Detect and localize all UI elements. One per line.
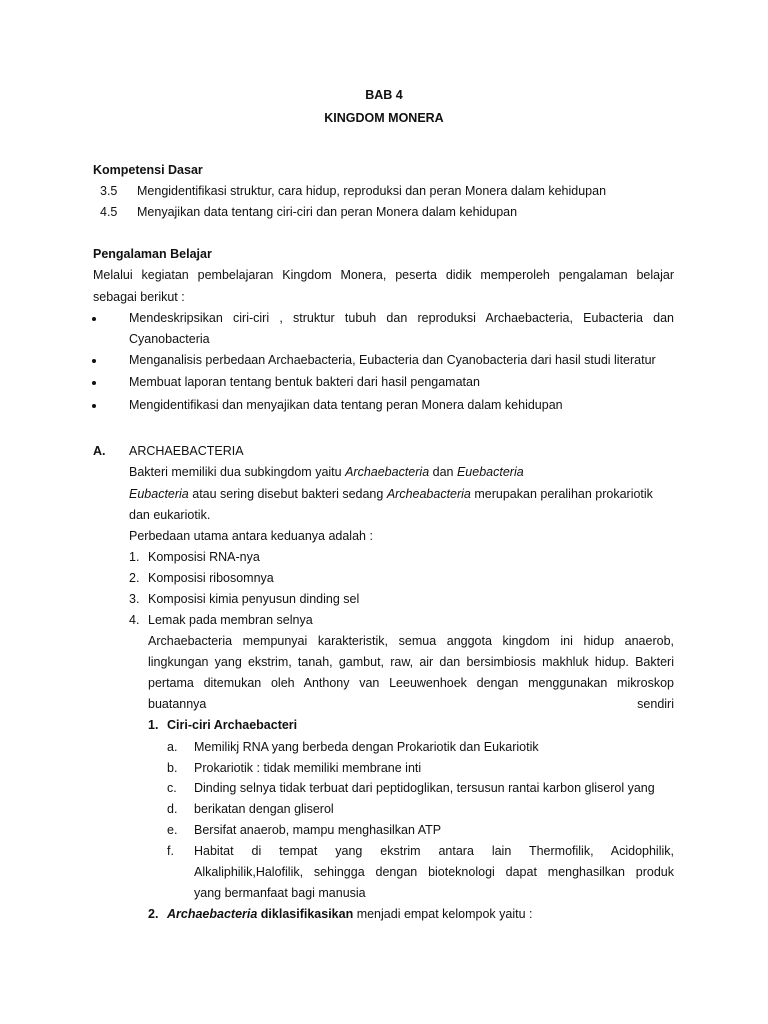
bullet-2: Menganalisis perbedaan Archaebacteria, Eubacteria dan Cyanobacteria dari hasil studi literatur: [129, 353, 656, 367]
ciri-title: Ciri-ciri Archaebacteri: [167, 718, 298, 732]
kompetensi-text-1: Mengidentifikasi struktur, cara hidup, reproduksi dan peran Monera dalam kehidupan: [137, 184, 607, 198]
numbered-num-1: 1.: [129, 550, 140, 564]
bullet-dot-icon: [92, 381, 96, 385]
section-a-paragraph-1: Bakteri memiliki dua subkingdom yaitu Archaebacteria dan Euebacteria: [129, 465, 524, 479]
numbered-num-4: 4.: [129, 613, 140, 627]
section-a-title: ARCHAEBACTERIA: [129, 444, 244, 458]
ciri-text-f-line-2: Alkaliphilik,Halofilik, sehingga dengan bioteknologi dapat menghasilkan produk: [194, 865, 674, 879]
page-title: KINGDOM MONERA: [324, 111, 444, 125]
klasifikasi-heading: Archaebacteria diklasifikasikan menjadi empat kelompok yaitu :: [167, 907, 533, 921]
numbered-num-3: 3.: [129, 592, 140, 606]
numbered-text-3: Komposisi kimia penyusun dinding sel: [148, 592, 360, 606]
section-a-letter: A.: [93, 444, 106, 458]
ciri-text-a: Memilikj RNA yang berbeda dengan Prokariotik dan Eukariotik: [194, 740, 539, 754]
kompetensi-num-1: 3.5: [100, 184, 118, 198]
numbered-text-4: Lemak pada membran selnya: [148, 613, 313, 627]
ciri-text-c: Dinding selnya tidak terbuat dari peptidoglikan, tersusun rantai karbon gliserol yang: [194, 781, 655, 795]
bullet-1-line-1: Mendeskripsikan ciri-ciri , struktur tubuh dan reproduksi Archaebacteria, Eubacteria dan: [129, 311, 674, 325]
numbered-text-2: Komposisi ribosomnya: [148, 571, 274, 585]
numbered-num-2: 2.: [129, 571, 140, 585]
archaebacteria-paragraph-line-1: Archaebacteria mempunyai karakteristik, semua anggota kingdom ini hidup anaerob,: [148, 634, 674, 648]
ciri-text-d: berikatan dengan gliserol: [194, 802, 334, 816]
ciri-letter-f: f.: [167, 844, 174, 858]
ciri-letter-a: a.: [167, 740, 178, 754]
klasifikasi-num: 2.: [148, 907, 159, 921]
archaebacteria-paragraph-line-3: pertama ditemukan oleh Anthony van Leeuwenhoek dengan menggunakan mikroskop: [148, 676, 674, 690]
pengalaman-intro-line-1: Melalui kegiatan pembelajaran Kingdom Monera, peserta didik memperoleh pengalaman belajar: [93, 268, 674, 282]
ciri-letter-d: d.: [167, 802, 178, 816]
bullet-3: Membuat laporan tentang bentuk bakteri dari hasil pengamatan: [129, 375, 480, 389]
archaebacteria-paragraph-line-2: lingkungan yang ekstrim, tanah, gambut, raw, air dan bersimbiosis makhluk hidup. Bakteri: [148, 655, 674, 669]
ciri-num: 1.: [148, 718, 159, 732]
pengalaman-heading: Pengalaman Belajar: [93, 247, 212, 261]
bullet-4: Mengidentifikasi dan menyajikan data tentang peran Monera dalam kehidupan: [129, 398, 563, 412]
ciri-text-f-line-3: yang bermanfaat bagi manusia: [194, 886, 366, 900]
ciri-text-e: Bersifat anaerob, mampu menghasilkan ATP: [194, 823, 442, 837]
section-a-paragraph-2-line-2: dan eukariotik.: [129, 508, 211, 522]
section-a-paragraph-3: Perbedaan utama antara keduanya adalah :: [129, 529, 373, 543]
bullet-dot-icon: [92, 317, 96, 321]
kompetensi-num-2: 4.5: [100, 205, 118, 219]
section-a-paragraph-2-line-1: Eubacteria atau sering disebut bakteri sedang Archeabacteria merupakan peralihan prokariotik: [129, 487, 653, 501]
chapter-label: BAB 4: [365, 88, 403, 102]
ciri-text-b: Prokariotik : tidak memiliki membrane inti: [194, 761, 422, 775]
numbered-text-1: Komposisi RNA-nya: [148, 550, 260, 564]
pengalaman-intro-line-2: sebagai berikut :: [93, 290, 185, 304]
ciri-letter-b: b.: [167, 761, 178, 775]
ciri-text-f-line-1: Habitat di tempat yang ekstrim antara lain Thermofilik, Acidophilik,: [194, 844, 674, 858]
ciri-letter-e: e.: [167, 823, 178, 837]
ciri-letter-c: c.: [167, 781, 177, 795]
bullet-dot-icon: [92, 359, 96, 363]
archaebacteria-paragraph-line-4: buatannya sendiri: [148, 697, 674, 711]
bullet-dot-icon: [92, 404, 96, 408]
kompetensi-heading: Kompetensi Dasar: [93, 163, 203, 177]
kompetensi-text-2: Menyajikan data tentang ciri-ciri dan peran Monera dalam kehidupan: [137, 205, 518, 219]
bullet-1-line-2: Cyanobacteria: [129, 332, 210, 346]
